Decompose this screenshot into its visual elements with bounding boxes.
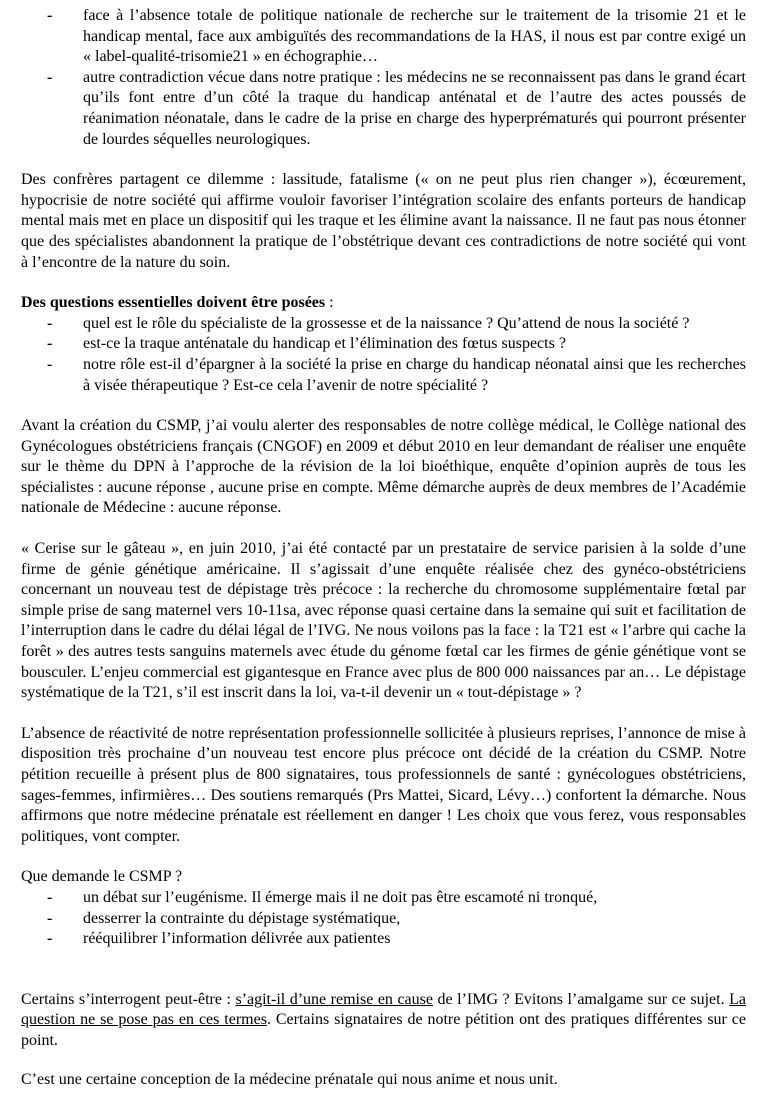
list-item-text: quel est le rôle du spécialiste de la grossesse et de la naissance ? Qu’attend de nous la société ? [83,314,690,332]
list-item-text: un débat sur l’eugénisme. Il émerge mais il ne doit pas être escamoté ni tronqué, [83,888,598,906]
underlined-phrase: s’agit-il d’une remise en cause [235,990,433,1008]
list-item-text: notre rôle est-il d’épargner à la société la prise en charge du handicap néonatal ainsi que les recherches à visée thérapeutique ? Est-ce cela l’avenir de notre spécialité ? [83,355,746,394]
heading-tail: : [325,294,334,312]
questions-section [21,293,746,396]
intro-bullet-list [21,6,746,150]
list-item-text: est-ce la traque anténatale du handicap et l’élimination des fœtus suspects ? [83,335,566,353]
paragraph-cerise: « Cerise sur le gâteau », en juin 2010, j’ai été contacté par un prestataire de service parisien à la solde d’une firme de génie génétique américaine. Il s’agissait d’une enquête réalisée chez des gynéco-obstétriciens concernant un nouveau test de dépistage très précoce : la recherche du chromosome supplémentaire fœtal par simple prise de sang maternel vers 10-11sa, avec réponse quasi certaine dans la semaine qui suit et facilitation de l’interruption dans le cadre du délai légal de l’IVG. Ne nous voilons pas la face : la T21 est « l’arbre qui cache la forêt » des autres tests sanguins maternels avec étude du génome fœtal car les firmes de génie génétique vont se bousculer. L’enjeu commercial est gigantesque en France avec plus de 800 000 naissances par an… Le dépistage systématique de la T21, s’il est inscrit dans la loi, va-t-il devenir un « tout-dépistage » ? [21,540,746,702]
paragraph-conclusion: C’est une certaine conception de la médecine prénatale qui nous anime et nous unit. [21,1070,558,1088]
text-segment: . Certains signataires de notre pétition ont des pratiques différentes sur ce point. [21,1011,747,1049]
questions-bullet-list [21,314,746,396]
underlined-phrase: La question ne se pose pas en ces termes [21,990,746,1029]
demande-section [21,867,746,949]
heading-bold-text: Des questions essentielles doivent être posées [21,294,326,312]
paragraph-absence: L’absence de réactivité de notre représentation professionnelle sollicitée à plusieurs reprises, l’annonce de mise à disposition très prochaine d’un nouveau test encore plus précoce ont décidé de la création du CSMP. Notre pétition recueille à présent plus de 800 signataires, tous professionnels de santé : gynécologues obstétriciens, sages-femmes, infirmières… Des soutiens remarqués (Prs Mattei, Sicard, Lévy…) confortent la démarche. Nous affirmons que notre médecine prénatale est réellement en danger ! Les choix que vous ferez, vous responsables politiques, vont compter. [21,724,746,845]
text-segment: de l’IMG ? Evitons l’amalgame sur ce sujet. [432,990,730,1008]
list-item-text: autre contradiction vécue dans notre pratique : les médecins ne se reconnaissent pas dans le grand écart qu’ils font entre d’un côté la traque du handicap anténatal et de l’autre des actes poussés de réanimation néonatale, dans le cadre de la prise en charge des hyperprématurés qui pourront présenter de lourdes séquelles neurologiques. [83,68,746,148]
list-item [21,68,746,150]
list-item [21,314,746,335]
dash-bullet: - [47,335,53,353]
list-item [21,355,746,396]
dash-bullet: - [47,888,53,906]
dash-bullet: - [47,930,53,948]
list-item [21,888,746,909]
list-item [21,6,746,68]
dash-bullet: - [47,7,53,24]
list-item-text: face à l’absence totale de politique nationale de recherche sur le traitement de la trisomie 21 et le handicap mental, face aux ambiguïtés des recommandations de la HAS, il nous est par contre exigé un « label-qualité-trisomie21 » en échographie… [83,7,746,66]
paragraph-certains [21,990,746,1052]
section-heading-questions [21,293,746,314]
dash-bullet: - [47,68,53,86]
demande-bullet-list [21,888,746,950]
paragraph-confreres: Des confrères partagent ce dilemme : lassitude, fatalisme (« on ne peut plus rien changer »), écœurement, hypocrisie de notre société qui affirme vouloir favoriser l’intégration scolaire des enfants porteurs de handicap mental mais met en place un dispositif qui les traque et les élimine avant la naissance. Il ne faut pas nous étonner que des spécialistes abandonnent la pratique de l’obstétrique devant ces contradictions de notre société qui vont à l’encontre de la nature du soin. [21,171,746,271]
paragraph-cngof: Avant la création du CSMP, j’ai voulu alerter des responsables de notre collège médical, le Collège national des Gynécologues obstétriciens français (CNGOF) en 2009 et début 2010 en leur demandant de réaliser une enquête sur le thème du DPN à l’approche de la révision de la loi bioéthique, enquête d’opinion auprès de tous les spécialistes : aucune réponse , aucune prise en compte. Même démarche auprès de deux membres de l’Académie nationale de Médecine : aucune réponse. [21,417,746,517]
list-item [21,334,746,355]
dash-bullet: - [47,314,53,332]
list-item-text: desserrer la contrainte du dépistage systématique, [83,909,401,927]
dash-bullet: - [47,355,53,373]
dash-bullet: - [47,909,53,927]
section-heading-demande: Que demande le CSMP ? [21,868,183,886]
list-item [21,909,746,930]
text-segment: Certains s’interrogent peut-être : [21,990,236,1008]
list-item-text: rééquilibrer l’information délivrée aux patientes [83,930,391,948]
list-item [21,929,746,950]
